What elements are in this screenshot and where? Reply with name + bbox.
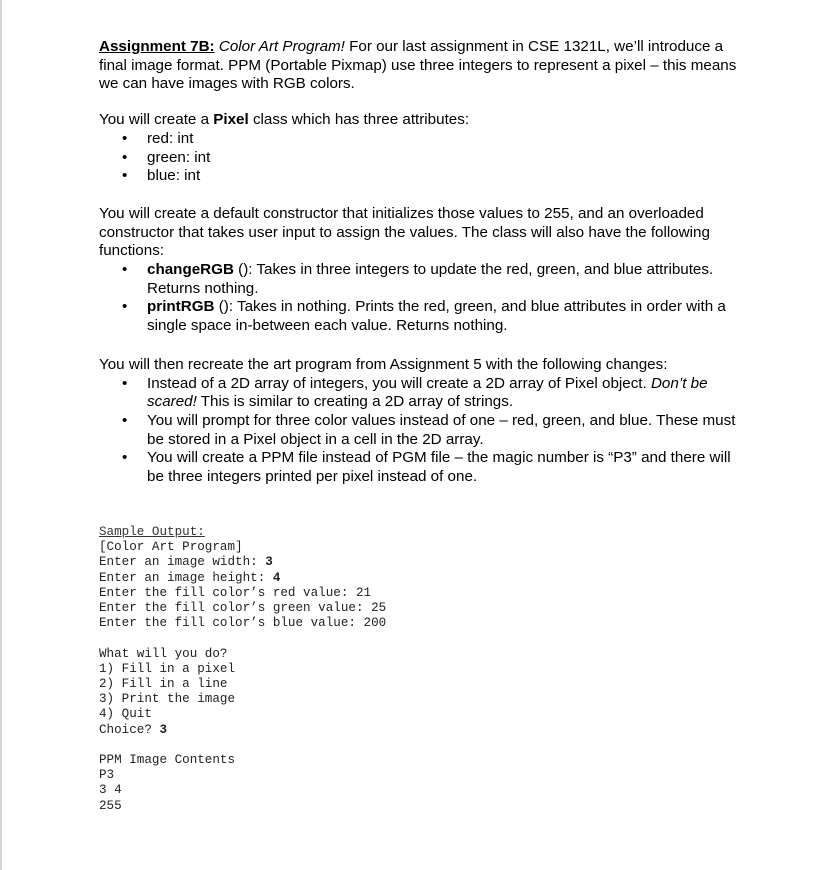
assignment-heading: Assignment 7B: (99, 38, 215, 55)
list-item: • You will prompt for three color values instead of one – red, green, and blue. These must be stored in a Pixel object in a cell in the 2D array. (122, 411, 736, 448)
code-line: Enter an image height: 4 (99, 570, 281, 585)
code-line: 255 (99, 798, 122, 813)
list-item: • blue: int (122, 167, 201, 185)
list-item: • Instead of a 2D array of integers, you will create a 2D array of Pixel object. Don’t be scared! This is similar to creating a 2D array of strings. (122, 374, 708, 411)
changes-paragraph: You will then recreate the art program from Assignment 5 with the following changes: (99, 355, 668, 373)
bullet-icon: • (122, 298, 128, 316)
code-line: Enter the fill color’s blue value: 200 (99, 616, 387, 631)
list-item: • red: int (122, 129, 194, 147)
code-line: 1) Fill in a pixel (99, 661, 236, 676)
bullet-icon: • (122, 148, 128, 166)
list-item: • green: int (122, 148, 211, 166)
code-line: 3) Print the image (99, 692, 236, 707)
constructors-paragraph: You will create a default constructor that initializes those values to 255, and an overloaded constructor that takes user input to assign the values. The class will also have the following functions: (99, 204, 710, 260)
function-name: changeRGB (147, 261, 234, 279)
list-item: • You will create a PPM file instead of PGM file – the magic number is “P3” and there will be three integers printed per pixel instead of one. (122, 449, 731, 486)
code-line: 2) Fill in a line (99, 677, 228, 692)
document-body (99, 38, 739, 487)
bullet-icon: • (122, 411, 128, 429)
pixel-class-name: Pixel (213, 111, 249, 129)
bullet-icon: • (122, 449, 128, 467)
sample-output (99, 525, 599, 814)
bullet-icon: • (122, 167, 128, 185)
function-name: printRGB (147, 298, 215, 316)
code-line: What will you do? (99, 646, 228, 661)
code-line: Enter an image width: 3 (99, 555, 273, 570)
function-list (99, 261, 739, 336)
code-line: PPM Image Contents (99, 753, 236, 768)
bullet-icon: • (122, 374, 128, 392)
code-line: 3 4 (99, 783, 122, 798)
code-line: Choice? 3 (99, 722, 168, 737)
code-line: P3 (99, 768, 115, 783)
attribute-list (99, 130, 739, 186)
intro-text: For our last assignment in CSE 1321L, we’ll introduce a final image format. PPM (Portable Pixmap) use three integers to represent a pixel – this means we can have images with RGB colors. (99, 38, 737, 93)
code-line: 4) Quit (99, 707, 152, 722)
page-left-border (0, 0, 2, 870)
code-line: [Color Art Program] (99, 540, 243, 555)
bullet-icon: • (122, 261, 128, 279)
intro-paragraph (99, 38, 739, 94)
bullet-icon: • (122, 129, 128, 147)
assignment-subtitle: Color Art Program! (218, 38, 345, 55)
pixel-class-paragraph: You will create a Pixel class which has three attributes: (99, 111, 470, 129)
list-item: • changeRGB (): Takes in three integers to update the red, green, and blue attributes. Returns nothing. (122, 261, 714, 297)
sample-output-header: Sample Output: (99, 525, 205, 539)
code-line: Enter the fill color’s green value: 25 (99, 601, 387, 616)
list-item: • printRGB (): Takes in nothing. Prints the red, green, and blue attributes in order with a single space in-between each value. Returns nothing. (122, 298, 726, 335)
changes-list (99, 375, 739, 487)
code-line: Enter the fill color’s red value: 21 (99, 585, 372, 600)
